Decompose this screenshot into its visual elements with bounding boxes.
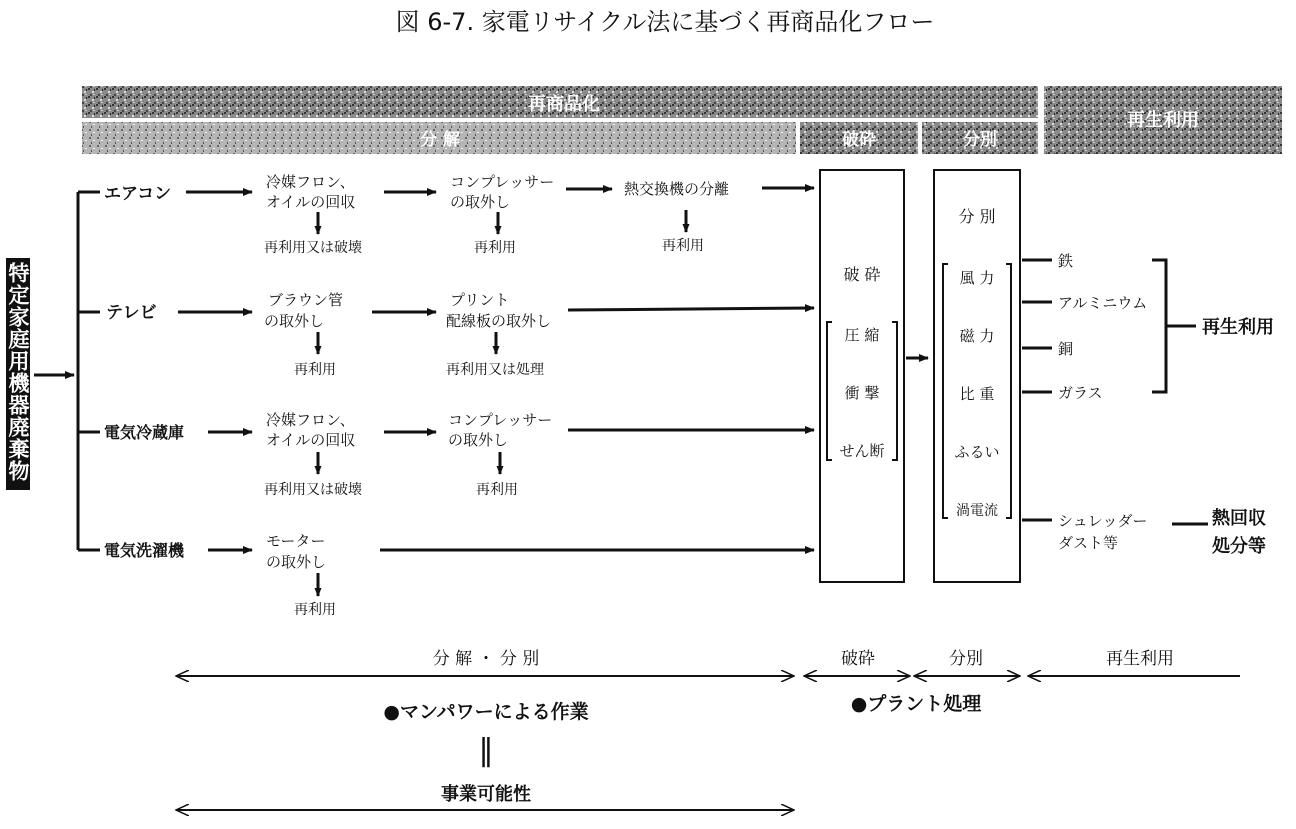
residue-label: シュレッダー bbox=[1058, 512, 1148, 530]
step-result: 再利用又は破壊 bbox=[264, 482, 362, 498]
diagram-title: 図 6-7. 家電リサイクル法に基づく再商品化フロー bbox=[395, 8, 935, 36]
source-label-text: 特定家庭用機器廃棄物 bbox=[6, 262, 30, 482]
source-label bbox=[6, 258, 31, 490]
material-label: ガラス bbox=[1058, 384, 1103, 402]
crush-title: 破 砕 bbox=[843, 265, 881, 284]
step-text: オイルの回収 bbox=[266, 193, 356, 211]
bottom-phases bbox=[176, 648, 1240, 810]
step-text: コンプレッサー bbox=[448, 411, 553, 429]
step-text: 配線板の取外し bbox=[446, 312, 552, 330]
header-top-label: 再商品化 bbox=[528, 94, 600, 115]
sort-method: 磁 力 bbox=[959, 327, 995, 345]
residue-outputs bbox=[1022, 507, 1266, 557]
plant-processing-label: ●プラント処理 bbox=[850, 693, 982, 715]
sort-method: ふるい bbox=[954, 443, 1000, 461]
step-text: 冷媒フロン、 bbox=[266, 173, 355, 191]
residue-result: 熱回収 bbox=[1212, 508, 1266, 529]
crush-method: せん断 bbox=[839, 442, 885, 460]
material-label: 銅 bbox=[1058, 340, 1074, 358]
step-text: 冷媒フロン、 bbox=[266, 411, 355, 429]
row-refrigerator bbox=[78, 411, 814, 498]
materials-result: 再生利用 bbox=[1202, 317, 1274, 338]
sort-title: 分 別 bbox=[958, 207, 996, 226]
phase-label-reuse: 再生利用 bbox=[1106, 649, 1174, 669]
row-washing-machine bbox=[78, 532, 814, 618]
header-band bbox=[82, 86, 1282, 154]
sort-method: 比 重 bbox=[959, 385, 995, 403]
residue-result: 処分等 bbox=[1212, 536, 1266, 557]
header-sub-label-crush: 破砕 bbox=[842, 130, 876, 150]
manual-work-label: ●マンパワーによる作業 bbox=[383, 701, 589, 723]
step-text: の取外し bbox=[264, 312, 325, 330]
step-result: 再利用 bbox=[294, 602, 336, 618]
business-feasibility-label: 事業可能性 bbox=[441, 784, 531, 805]
material-label: アルミニウム bbox=[1058, 294, 1148, 312]
step-result: 再利用又は処理 bbox=[446, 362, 544, 378]
phase-label-sort: 分別 bbox=[949, 649, 983, 669]
item-label-aircon: エアコン bbox=[104, 184, 172, 204]
row-aircon bbox=[78, 173, 814, 256]
step-text: の取外し bbox=[266, 553, 327, 571]
step-result: 再利用 bbox=[474, 240, 516, 256]
phase-label-crush: 破砕 bbox=[841, 649, 875, 669]
step-result: 再利用又は破壊 bbox=[264, 240, 362, 256]
sort-method: 渦電流 bbox=[956, 503, 998, 519]
crush-method: 圧 縮 bbox=[844, 326, 880, 344]
step-text: の取外し bbox=[450, 193, 511, 211]
item-label-refrigerator: 電気冷蔵庫 bbox=[104, 423, 185, 442]
crush-method: 衝 撃 bbox=[844, 384, 880, 402]
sort-box bbox=[934, 170, 1020, 582]
step-text: 熱交換機の分離 bbox=[624, 180, 730, 198]
header-right-label: 再生利用 bbox=[1127, 110, 1199, 131]
step-result: 再利用 bbox=[294, 362, 336, 378]
step-text: オイルの回収 bbox=[266, 431, 356, 449]
crush-box bbox=[820, 170, 904, 582]
residue-label: ダスト等 bbox=[1058, 534, 1119, 552]
header-sub-label-sort: 分別 bbox=[963, 130, 997, 150]
item-label-washing-machine: 電気洗濯機 bbox=[104, 541, 185, 560]
materials-outputs bbox=[1022, 252, 1274, 402]
sort-method: 風 力 bbox=[959, 269, 995, 287]
phase-label-disassembly: 分 解 ・ 分 別 bbox=[432, 649, 540, 669]
step-text: モーター bbox=[266, 532, 326, 550]
step-text: ブラウン管 bbox=[268, 291, 344, 309]
step-result: 再利用 bbox=[662, 238, 704, 254]
step-text: プリント bbox=[450, 291, 510, 309]
row-tv bbox=[78, 291, 814, 378]
equivalence-mark: ‖ bbox=[478, 733, 494, 768]
step-text: の取外し bbox=[448, 431, 509, 449]
item-label-tv: テレビ bbox=[106, 303, 157, 323]
step-result: 再利用 bbox=[476, 482, 518, 498]
header-sub-label-disassembly: 分 解 bbox=[420, 130, 460, 150]
material-label: 鉄 bbox=[1058, 252, 1074, 270]
step-text: コンプレッサー bbox=[450, 173, 555, 191]
